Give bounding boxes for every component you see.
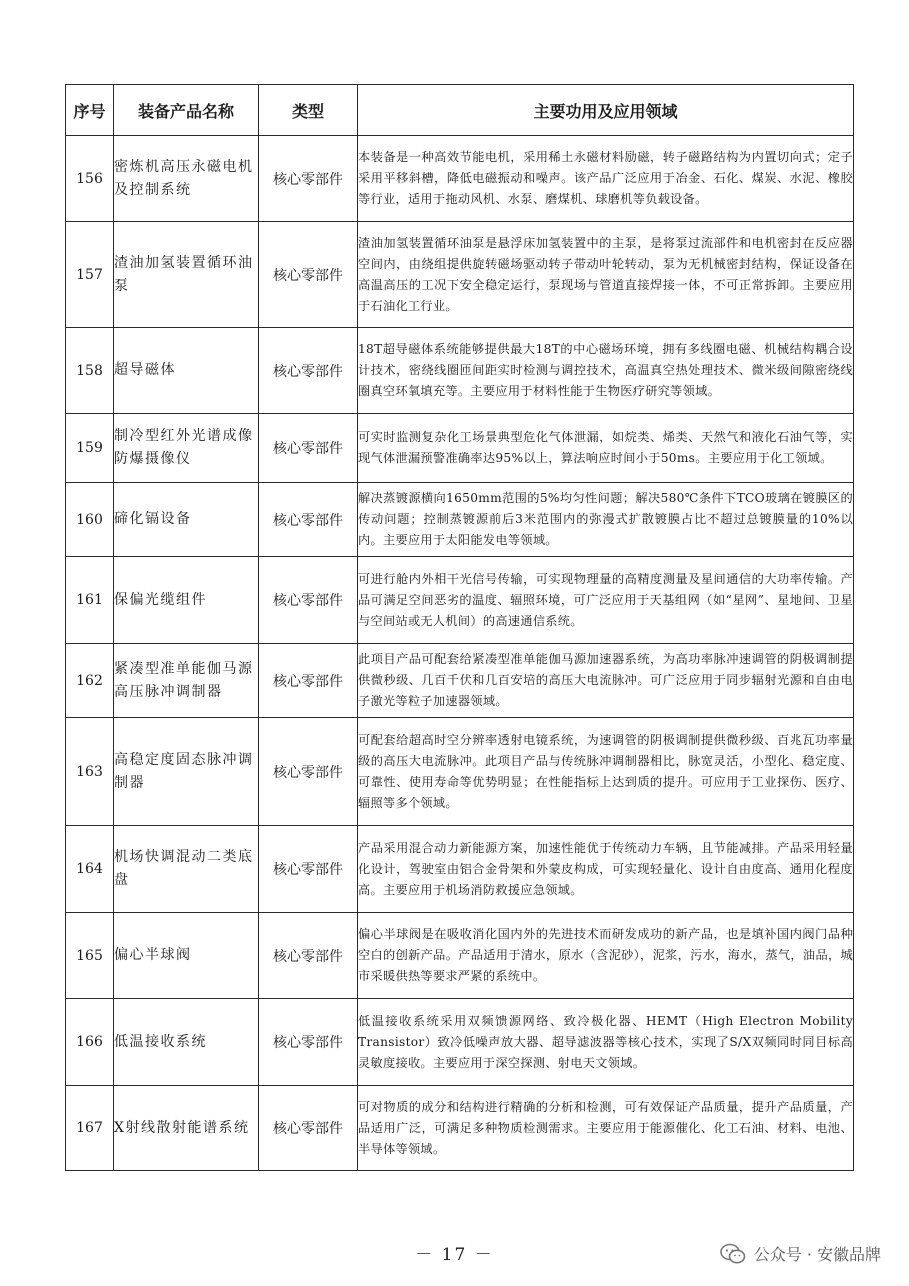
header-desc: 主要功用及应用领域 (358, 85, 854, 136)
row-desc: 此项目产品可配套给紧凑型准单能伽马源加速器系统，为高功率脉冲速调管的阴极调制提供微秒级、几百千伏和几百安培的高压大电流脉冲。可广泛应用于同步辐射光源和自由电子激光等粒子加速器领域。 (358, 644, 854, 718)
table-row (66, 826, 854, 913)
page-number: － 17 － (415, 1245, 494, 1265)
row-name: 保偏光缆组件 (114, 557, 259, 644)
row-name: 紧凑型准单能伽马源高压脉冲调制器 (114, 644, 259, 718)
row-desc: 低温接收系统采用双频馈源网络、致冷极化器、HEMT（High Electron Mobility Transistor）致冷低噪声放大器、超导滤波器等核心技术，实现了S/X双频同时同目标高灵敏度接收。主要应用于深空探测、射电天文领域。 (358, 999, 854, 1086)
row-name: 碲化镉设备 (114, 483, 259, 557)
row-type: 核心零部件 (259, 414, 358, 483)
row-desc: 18T超导磁体系统能够提供最大18T的中心磁场环境，拥有多线圈电磁、机械结构耦合设计技术，密绕线圈匝间距实时检测与调控技术，高温真空热处理技术、微米级间隙密绕线圈真空环氧填充等。主要应用于材料性能于生物医疗研究等领域。 (358, 328, 854, 414)
row-name: 机场快调混动二类底盘 (114, 826, 259, 913)
row-type: 核心零部件 (259, 483, 358, 557)
row-type: 核心零部件 (259, 826, 358, 913)
wechat-icon (720, 1243, 746, 1265)
row-type: 核心零部件 (259, 913, 358, 999)
row-num: 160 (66, 483, 114, 557)
row-name: 高稳定度固态脉冲调制器 (114, 718, 259, 826)
row-num: 166 (66, 999, 114, 1086)
table-row (66, 1086, 854, 1171)
row-num: 157 (66, 222, 114, 328)
header-type: 类型 (259, 85, 358, 136)
row-name: 偏心半球阀 (114, 913, 259, 999)
row-type: 核心零部件 (259, 557, 358, 644)
table-row (66, 718, 854, 826)
table-row (66, 999, 854, 1086)
row-type: 核心零部件 (259, 1086, 358, 1171)
row-desc: 偏心半球阀是在吸收消化国内外的先进技术而研发成功的新产品，也是填补国内阀门品种空白的创新产品。产品适用于清水，原水（含泥砂），泥浆，污水，海水，蒸气，油品，城市采暖供热等要求严紧的系统中。 (358, 913, 854, 999)
row-type: 核心零部件 (259, 222, 358, 328)
row-desc: 可配套给超高时空分辨率透射电镜系统，为速调管的阴极调制提供微秒级、百兆瓦功率量级的高压大电流脉冲。此项目产品与传统脉冲调制器相比，脉宽灵活，小型化、稳定度、可靠性、使用寿命等优势明显；在性能指标上达到质的提升。可应用于工业探伤、医疗、辐照等多个领域。 (358, 718, 854, 826)
row-num: 167 (66, 1086, 114, 1171)
row-num: 163 (66, 718, 114, 826)
row-num: 159 (66, 414, 114, 483)
row-num: 161 (66, 557, 114, 644)
row-desc: 解决蒸镀源横向1650mm范围的5%均匀性问题；解决580℃条件下TCO玻璃在镀膜区的传动问题；控制蒸镀源前后3米范围内的弥漫式扩散镀膜占比不超过总镀膜量的10%以内。主要应用于太阳能发电等领域。 (358, 483, 854, 557)
watermark-text: 公众号 · 安徽品牌 (753, 1245, 881, 1264)
watermark (720, 1242, 881, 1265)
row-num: 162 (66, 644, 114, 718)
header-name: 装备产品名称 (114, 85, 259, 136)
row-name: 渣油加氢装置循环油泵 (114, 222, 259, 328)
header-num: 序号 (66, 85, 114, 136)
row-desc: 渣油加氢装置循环油泵是悬浮床加氢装置中的主泵，是将泵过流部件和电机密封在反应器空间内，由绕组提供旋转磁场驱动转子带动叶轮转动，泵为无机械密封结构，保证设备在高温高压的工况下安全稳定运行，泵现场与管道直接焊接一体，不可正常拆卸。主要应用于石油化工行业。 (358, 222, 854, 328)
row-type: 核心零部件 (259, 136, 358, 222)
row-num: 165 (66, 913, 114, 999)
row-num: 156 (66, 136, 114, 222)
row-type: 核心零部件 (259, 644, 358, 718)
table-row (66, 222, 854, 328)
row-type: 核心零部件 (259, 328, 358, 414)
row-type: 核心零部件 (259, 718, 358, 826)
row-desc: 可对物质的成分和结构进行精确的分析和检测，可有效保证产品质量，提升产品质量，产品适用广泛，可满足多种物质检测需求。主要应用于能源催化、化工石油、材料、电池、半导体等领域。 (358, 1086, 854, 1171)
row-type: 核心零部件 (259, 999, 358, 1086)
row-name: 密炼机高压永磁电机及控制系统 (114, 136, 259, 222)
row-desc: 可进行舱内外相干光信号传输，可实现物理量的高精度测量及星间通信的大功率传输。产品可满足空间恶劣的温度、辐照环境，可广泛应用于天基组网（如“星网”、星地间、卫星与空间站或无人机间）的高速通信系统。 (358, 557, 854, 644)
row-name: 制冷型红外光谱成像防爆摄像仪 (114, 414, 259, 483)
equipment-table (65, 84, 854, 1171)
table-row (66, 644, 854, 718)
table-row (66, 136, 854, 222)
table-row (66, 483, 854, 557)
row-name: 低温接收系统 (114, 999, 259, 1086)
table-row (66, 557, 854, 644)
row-num: 164 (66, 826, 114, 913)
table-header-row (66, 85, 854, 136)
row-desc: 本装备是一种高效节能电机，采用稀土永磁材料励磁，转子磁路结构为内置切向式；定子采用平移斜槽，降低电磁振动和噪声。该产品广泛应用于冶金、石化、煤炭、水泥、橡胶等行业，适用于拖动风机、水泵、磨煤机、球磨机等负载设备。 (358, 136, 854, 222)
row-desc: 产品采用混合动力新能源方案，加速性能优于传统动力车辆，且节能减排。产品采用轻量化设计，驾驶室由铝合金骨架和外蒙皮构成，可实现轻量化、设计自由度高、通用化程度高。主要应用于机场消防救援应急领域。 (358, 826, 854, 913)
row-num: 158 (66, 328, 114, 414)
row-desc: 可实时监测复杂化工场景典型危化气体泄漏，如烷类、烯类、天然气和液化石油气等，实现气体泄漏预警准确率达95%以上，算法响应时间小于50ms。主要应用于化工领域。 (358, 414, 854, 483)
row-name: 超导磁体 (114, 328, 259, 414)
table-row (66, 328, 854, 414)
table-row (66, 913, 854, 999)
row-name: X射线散射能谱系统 (114, 1086, 259, 1171)
table-row (66, 414, 854, 483)
